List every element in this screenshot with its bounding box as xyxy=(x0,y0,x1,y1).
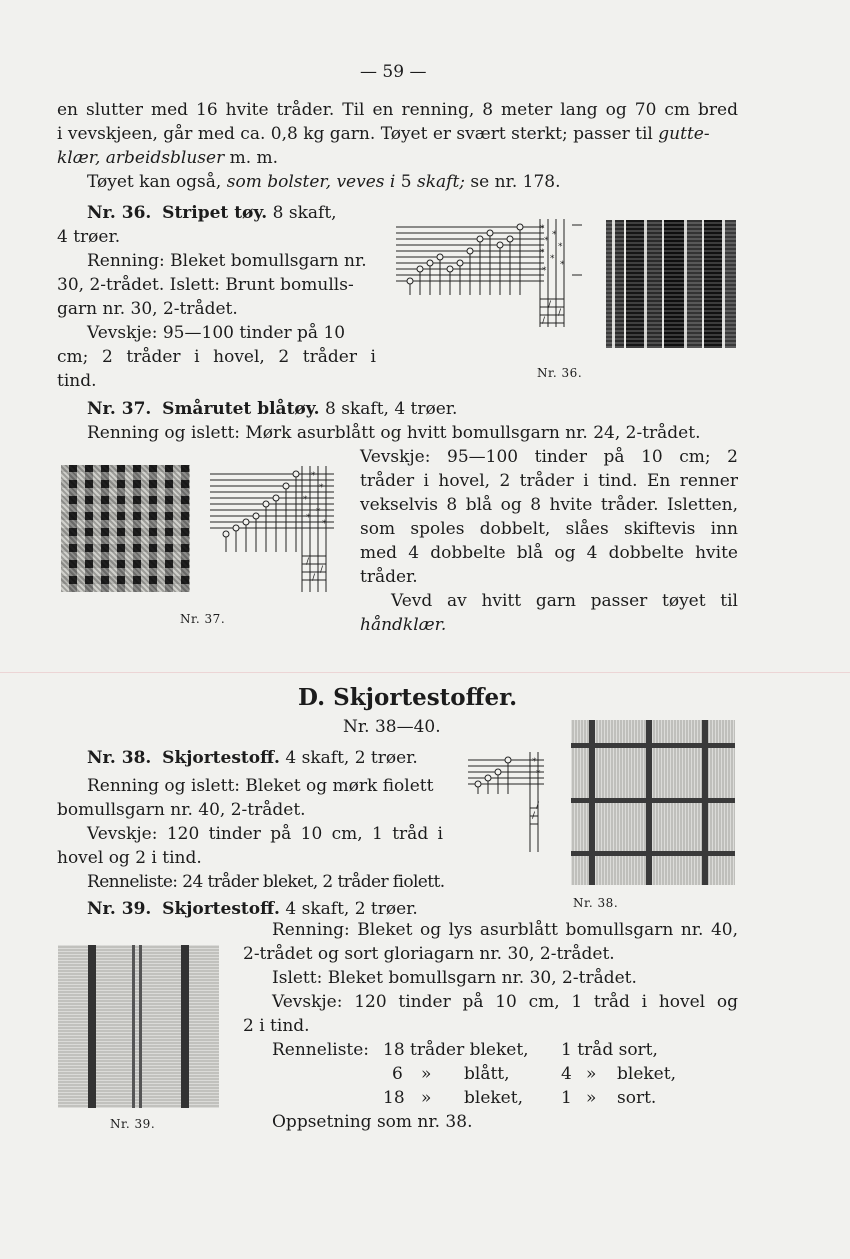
nr36-line: Vevskje: 95—100 tinder på 10 xyxy=(87,323,346,343)
nr38-line: Renneliste: 24 tråder bleket, 2 tråder fiolett. xyxy=(87,872,445,892)
fabric-swatch-36 xyxy=(606,220,736,348)
svg-text:*: * xyxy=(319,483,324,493)
renneliste-row-3-ditto: » xyxy=(421,1088,432,1108)
intro-line-1: en slutter med 16 hvite tråder. Til en renning, 8 meter lang og 70 cm bred xyxy=(57,100,738,120)
renneliste-row-1-left: 18 tråder bleket, xyxy=(383,1040,529,1060)
nr39-line: 2-trådet og sort gloriagarn nr. 30, 2-trådet. xyxy=(243,944,615,964)
renneliste-row-2-count-right: 4 xyxy=(561,1064,572,1084)
nr37-line: vekselvis 8 blå og 8 hvite tråder. Isletten, xyxy=(360,495,738,515)
svg-text:*: * xyxy=(311,471,316,481)
weave-draft-38-diagram xyxy=(452,748,552,856)
nr38-line: Renning og islett: Bleket og mørk fiolett xyxy=(87,776,434,796)
svg-text:*: * xyxy=(303,495,308,505)
nr37-line: tråder. xyxy=(360,567,418,587)
svg-text:/: / xyxy=(548,300,552,310)
section-d-subtitle: Nr. 38—40. xyxy=(343,717,441,737)
renneliste-row-2-count: 6 xyxy=(392,1064,403,1084)
nr37-line: Vevd av hvitt garn passer tøyet til xyxy=(391,591,738,611)
svg-text:/: / xyxy=(532,811,536,821)
svg-text:/: / xyxy=(306,557,310,567)
nr37-line: tråder i hovel, 2 tråder i tind. En renner xyxy=(360,471,738,491)
intro-line-3: klær, arbeidsbluser m. m. xyxy=(57,148,279,168)
intro-line-4: Tøyet kan også, som bolster, veves i 5 skaft; se nr. 178. xyxy=(87,172,561,192)
renneliste-label: Renneliste: xyxy=(272,1040,370,1060)
weave-draft-36-diagram xyxy=(392,215,584,337)
renneliste-row-2-word-right: bleket, xyxy=(617,1064,676,1084)
nr37-heading: Nr. 37. Smårutet blåtøy. 8 skaft, 4 trøer. xyxy=(87,399,458,419)
svg-text:*: * xyxy=(544,236,549,246)
renneliste-row-3-ditto-right: » xyxy=(586,1088,597,1108)
renneliste-row-3-word: bleket, xyxy=(464,1088,523,1108)
fabric-swatch-37 xyxy=(61,465,190,592)
caption-nr38: Nr. 38. xyxy=(573,896,619,910)
fabric-swatch-39 xyxy=(58,945,219,1108)
svg-text:*: * xyxy=(560,260,565,270)
svg-text:*: * xyxy=(540,248,545,258)
svg-text:*: * xyxy=(316,507,321,517)
svg-text:*: * xyxy=(532,757,537,767)
renneliste-row-3-word-right: sort. xyxy=(617,1088,657,1108)
nr36-heading: Nr. 36. Stripet tøy. 8 skaft, xyxy=(87,203,337,223)
weave-draft-37-diagram xyxy=(206,462,342,596)
nr36-line: cm; 2 tråder i hovel, 2 tråder i xyxy=(57,347,376,367)
fabric-swatch-38 xyxy=(571,720,735,885)
renneliste-row-3-count-right: 1 xyxy=(561,1088,572,1108)
nr38-line: bomullsgarn nr. 40, 2-trådet. xyxy=(57,800,306,820)
caption-nr36: Nr. 36. xyxy=(537,366,583,380)
nr37-line: Vevskje: 95—100 tinder på 10 cm; 2 xyxy=(360,447,738,467)
nr37-line-last: håndklær. xyxy=(360,615,447,635)
nr37-line: med 4 dobbelte blå og 4 dobbelte hvite xyxy=(360,543,738,563)
nr39-line: Renning: Bleket og lys asurblått bomullsgarn nr. 40, xyxy=(272,920,738,940)
svg-text:*: * xyxy=(542,266,547,276)
nr37-line: Renning og islett: Mørk asurblått og hvitt bomullsgarn nr. 24, 2-trådet. xyxy=(87,423,701,443)
nr38-heading: Nr. 38. Skjortestoff. 4 skaft, 2 trøer. xyxy=(87,748,418,768)
nr36-line: garn nr. 30, 2-trådet. xyxy=(57,299,238,319)
nr36-line: 4 trøer. xyxy=(57,227,121,247)
renneliste-row-2-ditto: » xyxy=(421,1064,432,1084)
caption-nr39: Nr. 39. xyxy=(110,1117,156,1131)
nr36-line: Renning: Bleket bomullsgarn nr. xyxy=(87,251,367,271)
svg-text:*: * xyxy=(550,254,555,264)
renneliste-row-1-right: 1 tråd sort, xyxy=(561,1040,658,1060)
nr36-line: 30, 2-trådet. Islett: Brunt bomulls- xyxy=(57,275,354,295)
svg-text:/: / xyxy=(542,316,546,326)
renneliste-row-2-word: blått, xyxy=(464,1064,510,1084)
svg-text:*: * xyxy=(558,242,563,252)
section-d-title: D. Skjortestoffer. xyxy=(298,684,518,711)
section-divider xyxy=(0,672,850,673)
svg-text:/: / xyxy=(536,801,540,811)
svg-text:/: / xyxy=(558,308,562,318)
nr36-line: tind. xyxy=(57,371,97,391)
svg-text:/: / xyxy=(320,565,324,575)
nr39-line: 2 i tind. xyxy=(243,1016,310,1036)
svg-text:*: * xyxy=(552,230,557,240)
svg-text:*: * xyxy=(322,519,327,529)
svg-text:/: / xyxy=(312,573,316,583)
renneliste-row-2-ditto-right: » xyxy=(586,1064,597,1084)
intro-line-2: i vevskjeen, går med ca. 0,8 kg garn. Tøyet er svært sterkt; passer til gutte- xyxy=(57,124,710,144)
nr39-setup-line: Oppsetning som nr. 38. xyxy=(272,1112,473,1132)
nr39-line: Vevskje: 120 tinder på 10 cm, 1 tråd i hovel og xyxy=(272,992,738,1012)
page-number: — 59 — xyxy=(360,62,427,82)
nr39-heading: Nr. 39. Skjortestoff. 4 skaft, 2 trøer. xyxy=(87,899,418,919)
svg-text:*: * xyxy=(540,224,545,234)
svg-text:*: * xyxy=(306,513,311,523)
renneliste-row-3-count: 18 xyxy=(383,1088,405,1108)
svg-text:*: * xyxy=(536,769,541,779)
caption-nr37: Nr. 37. xyxy=(180,612,226,626)
nr37-line: som spoles dobbelt, slåes skiftevis inn xyxy=(360,519,738,539)
nr38-line: hovel og 2 i tind. xyxy=(57,848,202,868)
nr39-line: Islett: Bleket bomullsgarn nr. 30, 2-trådet. xyxy=(272,968,637,988)
nr38-line: Vevskje: 120 tinder på 10 cm, 1 tråd i xyxy=(87,824,443,844)
